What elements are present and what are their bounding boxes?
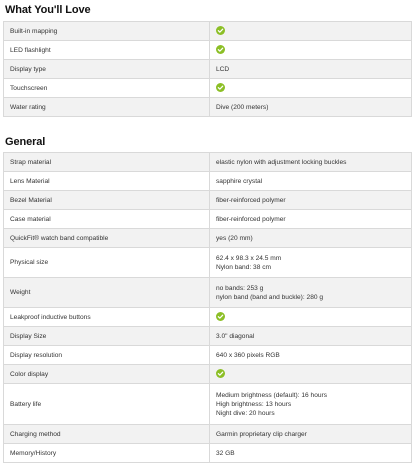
spec-value [210, 327, 412, 346]
spec-row-charging-method [4, 425, 412, 444]
spec-row-touchscreen [4, 79, 412, 98]
spec-row-battery-life [4, 384, 412, 425]
spec-row-built-in-mapping [4, 22, 412, 41]
spec-value-line: nylon band (band and buckle): 280 g [216, 293, 324, 301]
spec-value: Dive (200 meters) [210, 98, 412, 117]
spec-value [210, 425, 412, 444]
check-circle-icon [216, 312, 225, 321]
spec-value [210, 248, 412, 278]
spec-label: Leakproof inductive buttons [4, 308, 210, 327]
spec-row-strap-material [4, 153, 412, 172]
spec-value-line: fiber-reinforced polymer [216, 196, 286, 204]
spec-value-line: 62.4 x 98.3 x 24.5 mm [216, 254, 282, 262]
spec-label: Weight [4, 278, 210, 308]
spec-row-display-resolution [4, 346, 412, 365]
spec-table-what-youll-love [3, 21, 412, 117]
check-circle-icon [216, 26, 225, 35]
spec-value-line: fiber-reinforced polymer [216, 215, 286, 223]
spec-label: Memory/History [4, 444, 210, 463]
spec-row-lens-material [4, 172, 412, 191]
spec-label: Display resolution [4, 346, 210, 365]
spec-row-led-flashlight [4, 41, 412, 60]
spec-value [210, 278, 412, 308]
spec-label: Charging method [4, 425, 210, 444]
spec-label: LED flashlight [4, 41, 210, 60]
spec-value: LCD [210, 60, 412, 79]
spec-row-bezel-material [4, 191, 412, 210]
spec-value [210, 365, 412, 384]
spec-value [210, 22, 412, 41]
section-title-what-youll-love: What You'll Love [5, 4, 91, 16]
spec-value-line: 32 GB [216, 449, 235, 457]
spec-value [210, 191, 412, 210]
spec-value [210, 346, 412, 365]
check-circle-icon [216, 83, 225, 92]
spec-label: Case material [4, 210, 210, 229]
spec-label: Strap material [4, 153, 210, 172]
spec-label: Color display [4, 365, 210, 384]
spec-row-quickfit-watch-band-compatible [4, 229, 412, 248]
spec-row-physical-size [4, 248, 412, 278]
spec-value-line: sapphire crystal [216, 177, 263, 185]
spec-row-color-display [4, 365, 412, 384]
spec-label: Display Size [4, 327, 210, 346]
spec-row-weight [4, 278, 412, 308]
spec-value [210, 308, 412, 327]
spec-value-line: Night dive: 20 hours [216, 409, 275, 417]
spec-row-leakproof-inductive-buttons [4, 308, 412, 327]
spec-value-line: High brightness: 13 hours [216, 400, 292, 408]
spec-value-line: elastic nylon with adjustment locking buckles [216, 158, 347, 166]
spec-value [210, 172, 412, 191]
spec-label: Physical size [4, 248, 210, 278]
spec-row-case-material [4, 210, 412, 229]
spec-value [210, 210, 412, 229]
spec-value [210, 444, 412, 463]
spec-label: Lens Material [4, 172, 210, 191]
spec-value [210, 229, 412, 248]
spec-value-line: Garmin proprietary clip charger [216, 430, 307, 438]
spec-value [210, 41, 412, 60]
spec-value [210, 384, 412, 425]
spec-label: Battery life [4, 384, 210, 425]
spec-row-memory-history [4, 444, 412, 463]
spec-value-line: 640 x 360 pixels RGB [216, 351, 280, 359]
spec-table-general [3, 152, 412, 463]
spec-value-line: Nylon band: 38 cm [216, 263, 271, 271]
spec-value [210, 79, 412, 98]
spec-label: Built-in mapping [4, 22, 210, 41]
spec-label: Bezel Material [4, 191, 210, 210]
spec-row-water-rating [4, 98, 412, 117]
spec-label: Display type [4, 60, 210, 79]
spec-row-display-size [4, 327, 412, 346]
check-circle-icon [216, 369, 225, 378]
spec-label: Touchscreen [4, 79, 210, 98]
section-title-general: General [5, 136, 46, 148]
spec-label: QuickFit® watch band compatible [4, 229, 210, 248]
spec-value-line: Medium brightness (default): 16 hours [216, 391, 328, 399]
check-circle-icon [216, 45, 225, 54]
spec-value [210, 153, 412, 172]
spec-value-line: no bands: 253 g [216, 284, 264, 292]
spec-value-line: 3.0" diagonal [216, 332, 255, 340]
spec-row-display-type [4, 60, 412, 79]
spec-value-line: yes (20 mm) [216, 234, 253, 242]
spec-label: Water rating [4, 98, 210, 117]
